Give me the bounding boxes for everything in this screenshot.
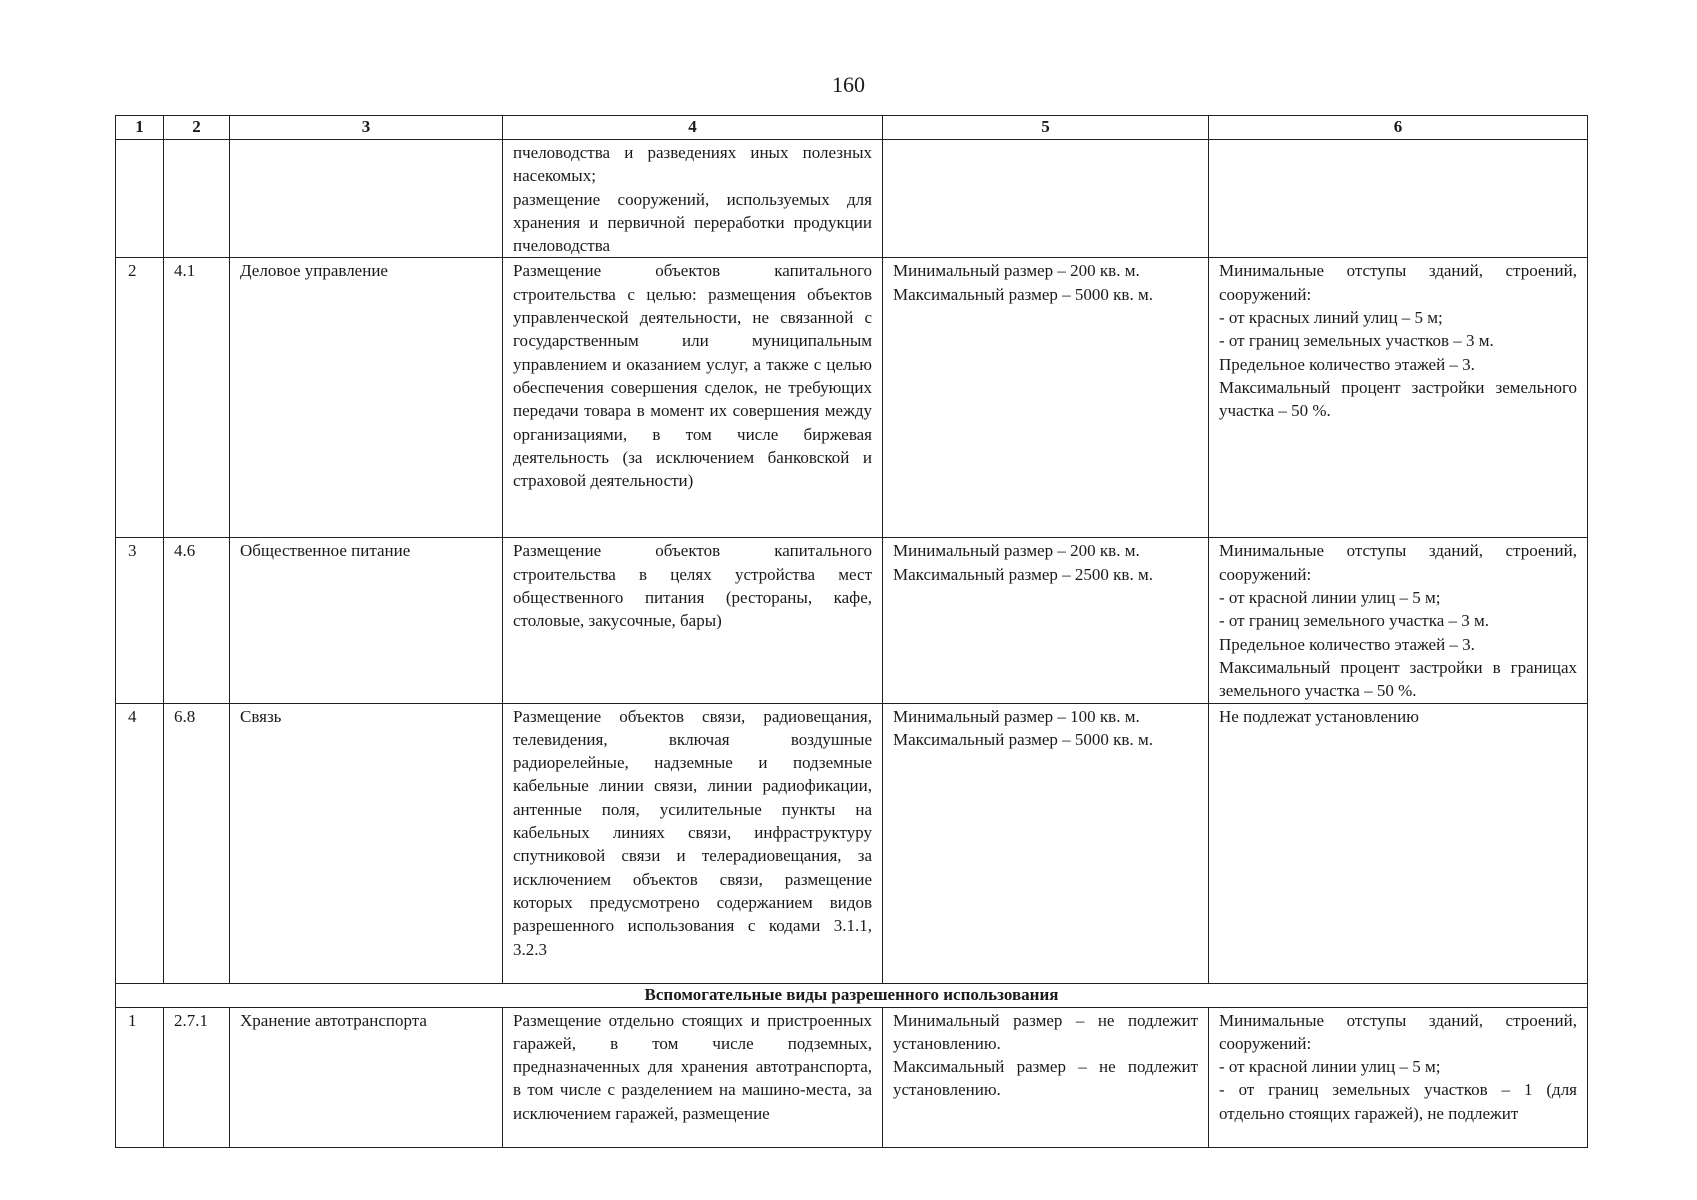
row-description: Размещение объектов капитального строительства с целью: размещения объектов управленческой деятельности, не связанной с государственным или муниципальным управлением и оказанием услуг, а также с целью обеспечения совершения сделок, не требующих передачи товара в момент их совершения между организациями, в том числе биржевая деятельность (за исключением банковской и страховой деятельности) bbox=[503, 258, 883, 538]
row-params: Не подлежат установлению bbox=[1209, 703, 1588, 983]
row-size: Минимальный размер – 100 кв. м. Максимальный размер – 5000 кв. м. bbox=[883, 703, 1209, 983]
table-row bbox=[116, 538, 1588, 703]
row-code: 2.7.1 bbox=[164, 1007, 230, 1147]
table-header-row bbox=[116, 116, 1588, 140]
header-cell: 5 bbox=[883, 116, 1209, 140]
row-name: Хранение автотранспорта bbox=[230, 1007, 503, 1147]
row-number: 3 bbox=[116, 538, 164, 703]
row-description: пчеловодства и разведениях иных полезных насекомых; размещение сооружений, используемых для хранения и первичной переработки продукции пчеловодства bbox=[503, 140, 883, 258]
table-row bbox=[116, 1007, 1588, 1147]
row-params: Минимальные отступы зданий, строений, сооружений: - от красных линий улиц – 5 м; - от границ земельных участков – 3 м. Предельное количество этажей – 3. Максимальный процент застройки земельного участка – 50 %. bbox=[1209, 258, 1588, 538]
page-number: 160 bbox=[832, 72, 865, 97]
row-number: 1 bbox=[116, 1007, 164, 1147]
row-code: 4.6 bbox=[164, 538, 230, 703]
header-cell: 4 bbox=[503, 116, 883, 140]
table-row bbox=[116, 140, 1588, 258]
row-name: Деловое управление bbox=[230, 258, 503, 538]
row-params bbox=[1209, 140, 1588, 258]
row-name bbox=[230, 140, 503, 258]
row-code: 4.1 bbox=[164, 258, 230, 538]
row-description: Размещение отдельно стоящих и пристроенных гаражей, в том числе подземных, предназначенных для хранения автотранспорта, в том числе с разделением на машино-места, за исключением гаражей, размещение bbox=[503, 1007, 883, 1147]
table-row bbox=[116, 258, 1588, 538]
header-cell: 1 bbox=[116, 116, 164, 140]
row-code: 6.8 bbox=[164, 703, 230, 983]
section-heading-row bbox=[116, 983, 1588, 1007]
row-number bbox=[116, 140, 164, 258]
header-cell: 3 bbox=[230, 116, 503, 140]
row-size: Минимальный размер – не подлежит установлению. Максимальный размер – не подлежит установлению. bbox=[883, 1007, 1209, 1147]
table-row bbox=[116, 703, 1588, 983]
section-title: Вспомогательные виды разрешенного использования bbox=[116, 983, 1588, 1007]
row-size: Минимальный размер – 200 кв. м. Максимальный размер – 5000 кв. м. bbox=[883, 258, 1209, 538]
row-params: Минимальные отступы зданий, строений, сооружений: - от красной линии улиц – 5 м; - от границ земельных участков – 1 (для отдельно стоящих гаражей), не подлежит bbox=[1209, 1007, 1588, 1147]
row-name: Связь bbox=[230, 703, 503, 983]
row-description: Размещение объектов капитального строительства в целях устройства мест общественного питания (рестораны, кафе, столовые, закусочные, бары) bbox=[503, 538, 883, 703]
header-cell: 6 bbox=[1209, 116, 1588, 140]
row-size bbox=[883, 140, 1209, 258]
row-params: Минимальные отступы зданий, строений, сооружений: - от красной линии улиц – 5 м; - от границ земельного участка – 3 м. Предельное количество этажей – 3. Максимальный процент застройки в границах земельного участка – 50 %. bbox=[1209, 538, 1588, 703]
row-size: Минимальный размер – 200 кв. м. Максимальный размер – 2500 кв. м. bbox=[883, 538, 1209, 703]
row-number: 4 bbox=[116, 703, 164, 983]
row-name: Общественное питание bbox=[230, 538, 503, 703]
row-number: 2 bbox=[116, 258, 164, 538]
land-use-table bbox=[115, 115, 1588, 1148]
row-description: Размещение объектов связи, радиовещания, телевидения, включая воздушные радиорелейные, надземные и подземные кабельные линии связи, линии радиофикации, антенные поля, усилительные пункты на кабельных линиях связи, инфраструктуру спутниковой связи и телерадиовещания, за исключением объектов связи, размещение которых предусмотрено содержанием видов разрешенного использования с кодами 3.1.1, 3.2.3 bbox=[503, 703, 883, 983]
header-cell: 2 bbox=[164, 116, 230, 140]
row-code bbox=[164, 140, 230, 258]
